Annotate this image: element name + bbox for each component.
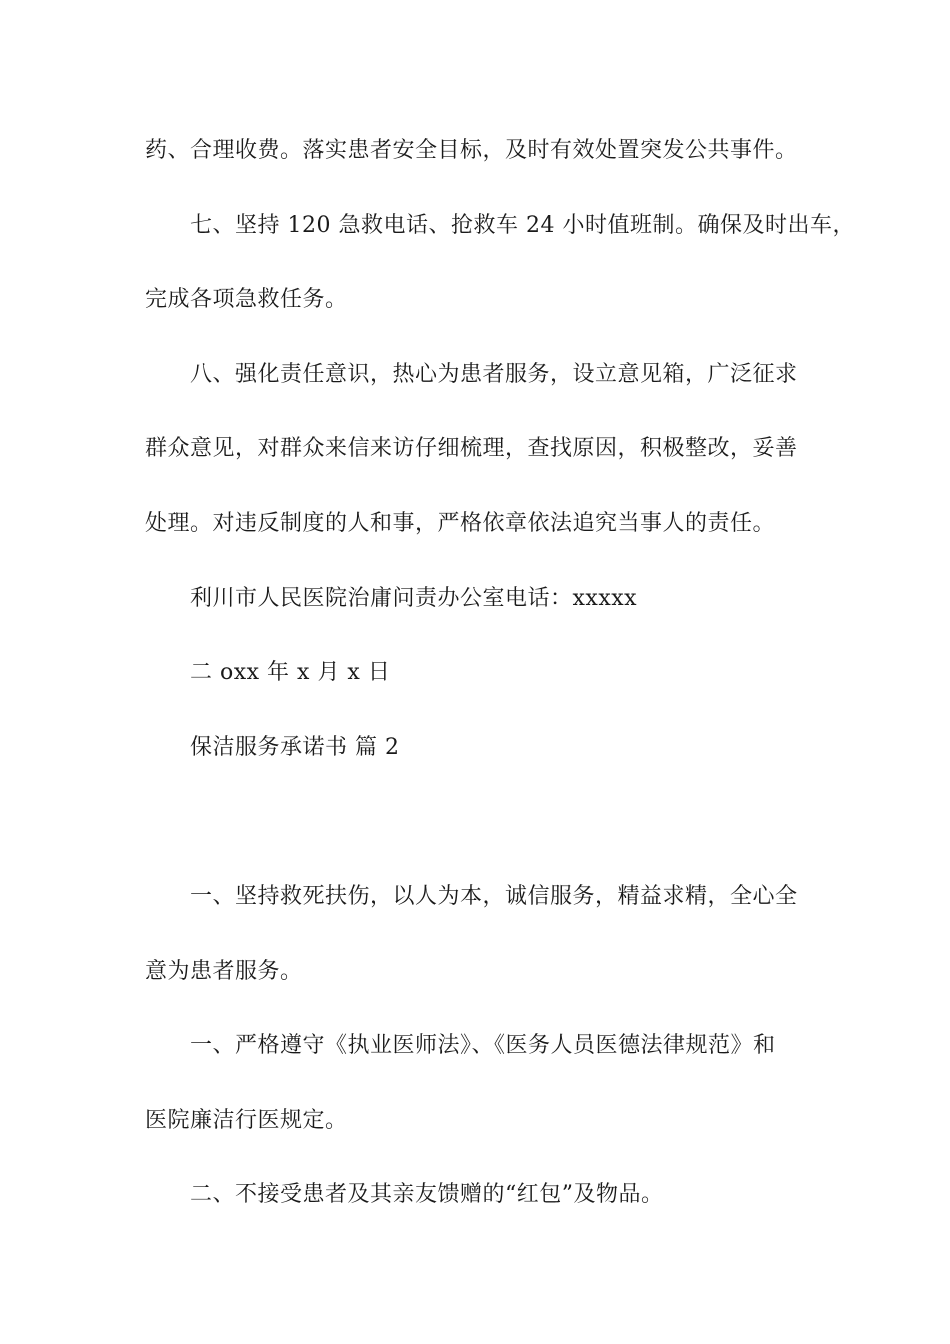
paragraph-line: 意为患者服务。 xyxy=(145,959,303,984)
paragraph-line: 一、严格遵守《执业医师法》、《医务人员医德法律规范》和 xyxy=(190,1033,776,1058)
paragraph-line: 一、坚持救死扶伤，以人为本，诚信服务，精益求精，全心全 xyxy=(190,884,798,909)
paragraph-line: 医院廉洁行医规定。 xyxy=(145,1108,348,1133)
paragraph-line: 七、坚持 120 急救电话、抢救车 24 小时值班制。确保及时出车， xyxy=(190,213,855,238)
paragraph-line: 完成各项急救任务。 xyxy=(145,287,348,312)
paragraph-line: 群众意见，对群众来信来访仔细梳理，查找原因，积极整改，妥善 xyxy=(145,436,798,461)
paragraph-line: 药、合理收费。落实患者安全目标，及时有效处置突发公共事件。 xyxy=(145,138,798,163)
paragraph-line: 二、不接受患者及其亲友馈赠的“红包”及物品。 xyxy=(190,1182,664,1207)
section-heading: 保洁服务承诺书 篇 2 xyxy=(190,735,400,760)
contact-line: 利川市人民医院治庸问责办公室电话：xxxxx xyxy=(190,586,638,611)
date-line: 二 oxx 年 x 月 x 日 xyxy=(190,660,391,685)
paragraph-line: 八、强化责任意识，热心为患者服务，设立意见箱，广泛征求 xyxy=(190,362,798,387)
paragraph-line: 处理。对违反制度的人和事，严格依章依法追究当事人的责任。 xyxy=(145,511,776,536)
